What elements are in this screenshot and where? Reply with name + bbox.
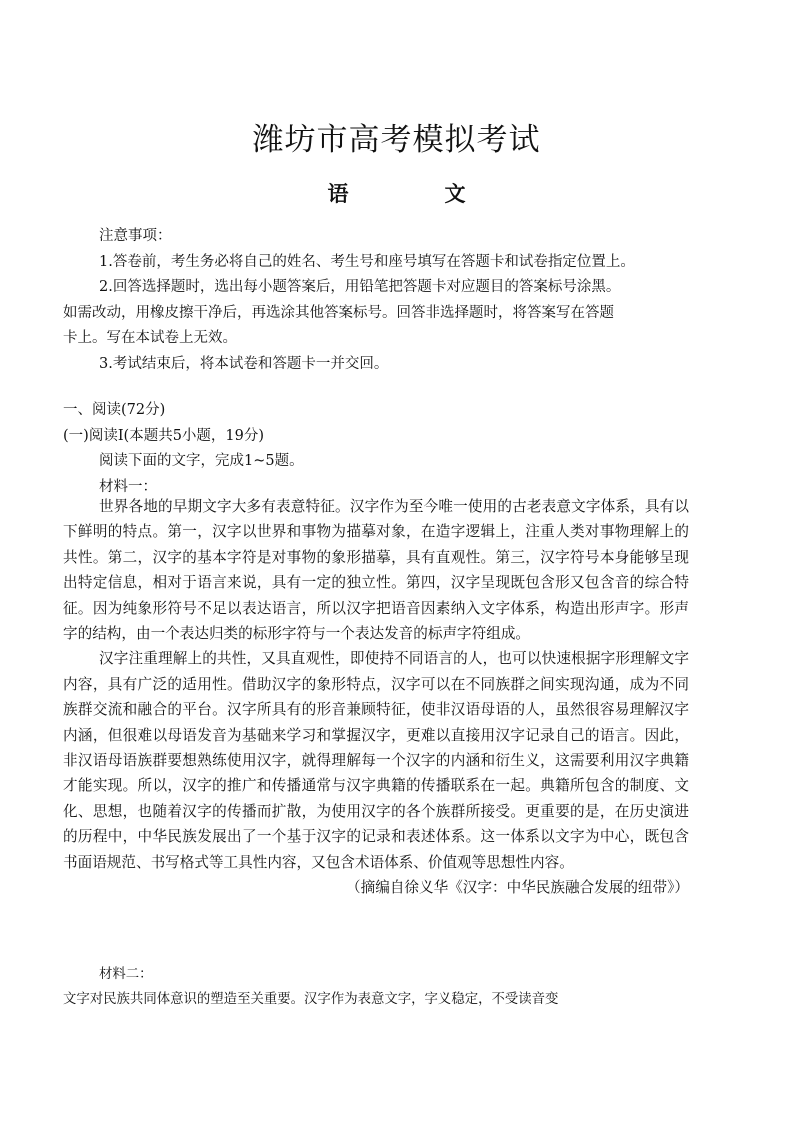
material-1 (63, 494, 689, 901)
notice-heading: 注意事项： (99, 228, 172, 244)
subject-heading (0, 178, 793, 208)
subject-char-1: 语 (327, 181, 349, 206)
material-1-paragraph-2: 汉字注重理解上的共性，又具直观性，即使持不同语言的人，也可以快速根据字形理解文字内容，具有广泛的适用性。借助汉字的象形特点，汉字可以在不同族群之间实现沟通，成为不同族群交流和融合的平台。汉字所具有的形音兼顾特征，使非汉语母语的人，虽然很容易理解汉字内涵，但很难以母语发音为基础来学习和掌握汉字，更难以直接用汉字记录自己的语言。因此，非汉语母语族群要想熟练使用汉字，就得理解每一个汉字的内涵和衍生义，这需要利用汉字典籍才能实现。所以，汉字的推广和传播通常与汉字典籍的传播联系在一起。典籍所包含的制度、文化、思想，也随着汉字的传播而扩散，为使用汉字的各个族群所接受。更重要的是，在历史演进的历程中，中华民族发展出了一个基于汉字的记录和表述体系。这一体系以文字为中心，既包含书面语规范、书写格式等工具性内容，又包含术语体系、价值观等思想性内容。 (63, 650, 689, 871)
material-2-line-1: 文字对民族共同体意识的塑造至关重要。汉字作为表意文字，字义稳定，不受读音变 (63, 992, 559, 1007)
reading-section-header (63, 398, 687, 500)
material-1-source: （摘编自徐义华《汉字：中华民族融合发展的纽带》） (346, 879, 689, 897)
subject-char-2: 文 (444, 181, 466, 206)
notice-item-1: 1.答卷前，考生务必将自己的姓名、考生号和座号填写在答题卡和试卷指定位置上。 (99, 253, 635, 270)
notice-item-2-line-3: 卡上。写在本试卷上无效。 (63, 330, 237, 346)
notice-item-3: 3.考试结束后，将本试卷和答题卡一并交回。 (99, 355, 389, 372)
material-1-label: 材料一： (99, 478, 157, 495)
notice-section (63, 224, 687, 377)
exam-title: 潍坊市高考模拟考试 (252, 122, 541, 158)
part-title: 一、阅读(72分) (63, 402, 166, 418)
notice-item-2-line-1: 2.回答选择题时，选出每小题答案后，用铅笔把答题卡对应题目的答案标号涂黑。 (99, 279, 621, 295)
sub-title: (一)阅读Ⅰ(本题共5小题，19分) (63, 427, 265, 444)
reading-instruction: 阅读下面的文字，完成1~5题。 (99, 453, 304, 469)
notice-item-2-line-2: 如需改动，用橡皮擦干净后，再选涂其他答案标号。回答非选择题时，将答案写在答题 (63, 304, 614, 321)
material-2 (63, 962, 689, 1012)
material-2-label: 材料二： (99, 967, 153, 982)
material-1-paragraph-1: 世界各地的早期文字大多有表意特征。汉字作为至今唯一使用的古老表意文字体系，具有以下鲜明的特点。第一，汉字以世界和事物为描摹对象，在造字逻辑上，注重人类对事物理解上的共性。第二，汉字的基本字符是对事物的象形描摹，具有直观性。第三，汉字符号本身能够呈现出特定信息，相对于语言来说，具有一定的独立性。第四，汉字呈现既包含形又包含音的综合特征。因为纯象形符号不足以表达语言，所以汉字把语音因素纳入文字体系，构造出形声字。形声字的结构，由一个表达归类的标形字符与一个表达发音的标声字符组成。 (63, 498, 689, 643)
